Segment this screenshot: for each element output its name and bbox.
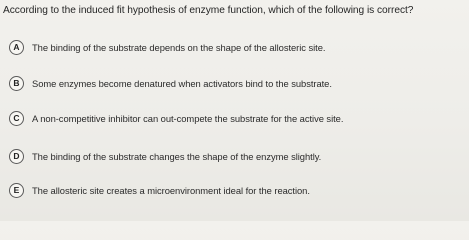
option-d-text: The binding of the substrate changes the shape of the enzyme slightly. [32, 150, 322, 162]
option-c-letter-badge: C [9, 111, 24, 126]
option-e[interactable] [9, 180, 310, 200]
option-a[interactable] [9, 37, 325, 57]
option-d[interactable] [9, 146, 321, 166]
option-e-text: The allosteric site creates a microenvironment ideal for the reaction. [32, 184, 310, 196]
option-a-letter-badge: A [9, 40, 24, 55]
option-b-letter-badge: B [9, 76, 24, 91]
option-d-letter-badge: D [9, 149, 24, 164]
option-b-text: Some enzymes become denatured when activators bind to the substrate. [32, 77, 332, 89]
option-b[interactable] [9, 73, 332, 93]
option-c-text: A non-competitive inhibitor can out-compete the substrate for the active site. [32, 112, 344, 124]
option-e-letter-badge: E [9, 183, 24, 198]
option-a-text: The binding of the substrate depends on the shape of the allosteric site. [32, 41, 326, 53]
question-text: According to the induced fit hypothesis of enzyme function, which of the following is correct? [3, 5, 414, 16]
option-c[interactable] [9, 108, 343, 128]
